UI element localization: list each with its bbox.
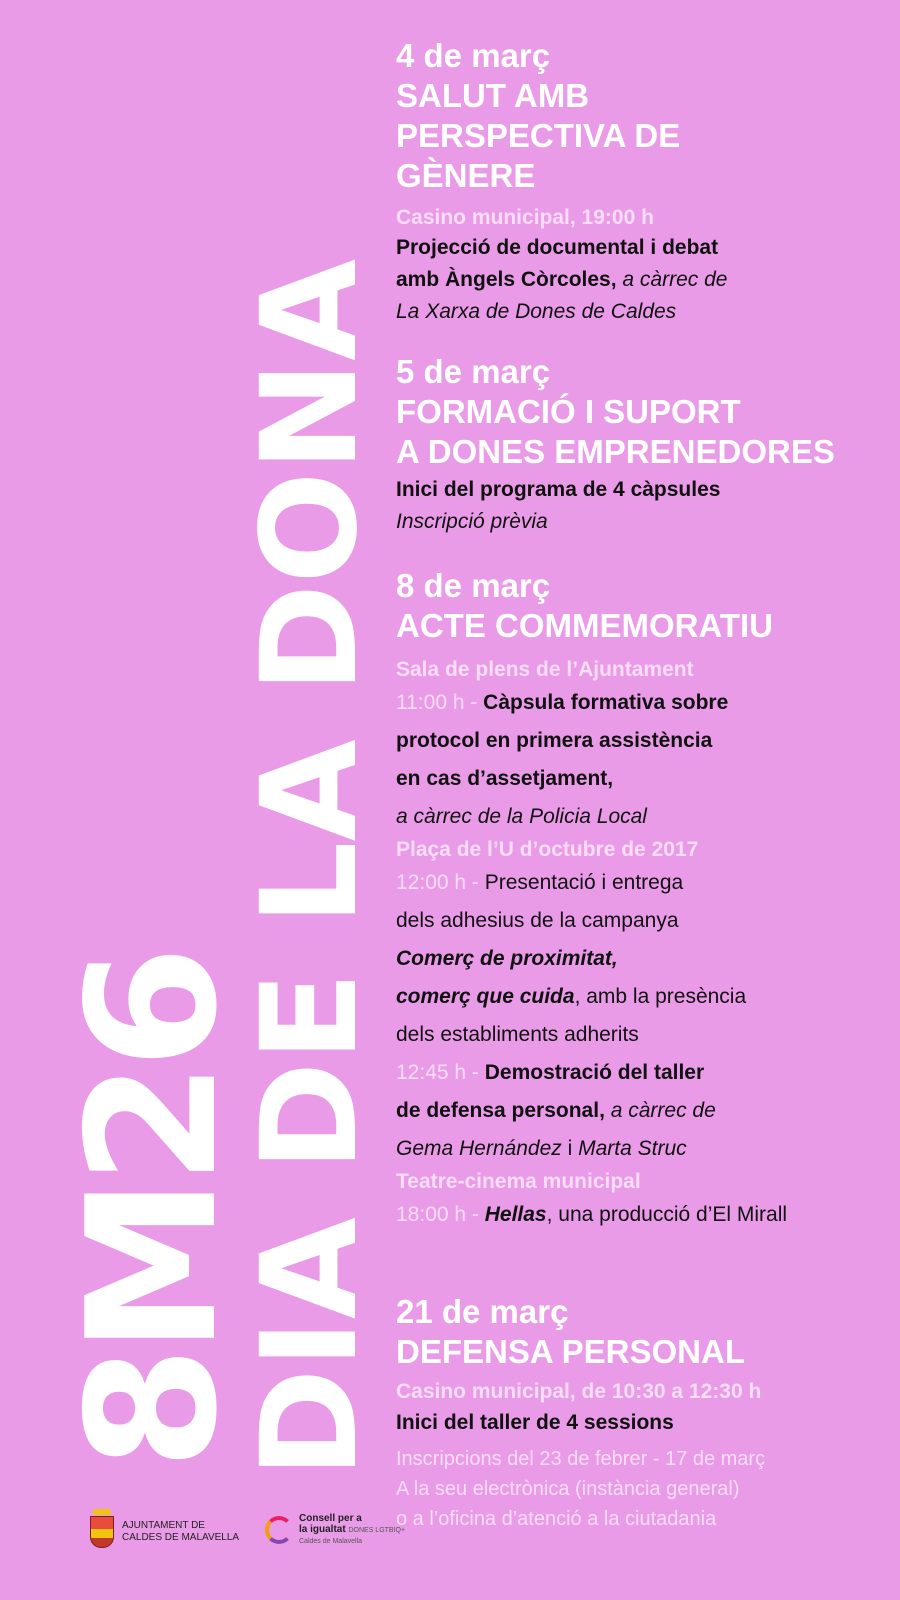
event-title-line: A DONES EMPRENEDORES bbox=[396, 433, 835, 470]
desc-bold: Inici del programa de 4 càpsules bbox=[396, 478, 721, 501]
desc-text: dels establiments adherits bbox=[396, 1023, 639, 1046]
title-8m26: 8M26 bbox=[49, 953, 256, 1470]
event-title-line: SALUT AMB bbox=[396, 77, 590, 114]
event-date: 8 de març bbox=[396, 567, 551, 604]
event-location: Casino municipal, de 10:30 a 12:30 h bbox=[396, 1380, 762, 1403]
desc-italic: a càrrec de bbox=[616, 268, 728, 291]
info-line: Inscripcions del 23 de febrer - 17 de març bbox=[396, 1448, 766, 1470]
logo-text-line: CALDES DE MALAVELLA bbox=[122, 1532, 240, 1543]
logo-text-line: Consell per a bbox=[299, 1513, 362, 1524]
event-time: 18:00 h - bbox=[396, 1203, 485, 1226]
event-date: 4 de març bbox=[396, 37, 551, 74]
desc-text: Presentació i entrega bbox=[484, 871, 684, 894]
logo-text-line: la igualtat bbox=[299, 1524, 346, 1535]
event-description bbox=[396, 1406, 896, 1440]
desc-bold-italic: Hellas bbox=[484, 1203, 547, 1226]
event-5-marc bbox=[396, 352, 896, 538]
event-item bbox=[396, 1054, 896, 1168]
event-4-marc bbox=[396, 36, 896, 328]
event-location: Sala de plens de l’Ajuntament bbox=[396, 658, 694, 681]
desc-bold: Projecció de documental i debat bbox=[396, 236, 719, 259]
desc-bold-italic: Comerç de proximitat, bbox=[396, 947, 618, 970]
ajuntament-logo bbox=[90, 1512, 239, 1552]
event-location: Casino municipal, 19:00 h bbox=[396, 206, 654, 229]
info-line: A la seu electrònica (instància general) bbox=[396, 1478, 740, 1500]
consell-igualtat-logo bbox=[265, 1510, 405, 1550]
event-date: 21 de març bbox=[396, 1293, 569, 1330]
event-date: 5 de març bbox=[396, 353, 551, 390]
desc-italic: La Xarxa de Dones de Caldes bbox=[396, 300, 677, 323]
event-title-line: ACTE COMMEMORATIU bbox=[396, 607, 774, 644]
desc-bold: en cas d’assetjament, bbox=[396, 767, 614, 790]
event-time: 12:00 h - bbox=[396, 871, 485, 894]
event-description bbox=[396, 232, 896, 328]
desc-text: dels adhesius de la campanya bbox=[396, 909, 679, 932]
desc-bold: Inici del taller de 4 sessions bbox=[396, 1411, 674, 1434]
desc-text: i bbox=[561, 1137, 579, 1160]
event-item bbox=[396, 684, 896, 836]
desc-italic: Marta Struc bbox=[578, 1137, 687, 1160]
event-time: 11:00 h - bbox=[396, 691, 484, 714]
event-title-line: FORMACIÓ I SUPORT bbox=[396, 393, 741, 430]
event-21-marc bbox=[396, 1292, 896, 1534]
desc-bold: de defensa personal, bbox=[396, 1099, 605, 1122]
logo-tag: DONES LGTBIQ+ bbox=[348, 1527, 406, 1534]
desc-italic: Inscripció prèvia bbox=[396, 510, 548, 533]
desc-bold: Demostració del taller bbox=[484, 1061, 705, 1084]
desc-text: , amb la presència bbox=[574, 985, 747, 1008]
consell-ring-icon bbox=[265, 1516, 293, 1544]
event-item bbox=[396, 1196, 896, 1234]
logo-subtext: Caldes de Malavella bbox=[299, 1538, 363, 1545]
desc-bold: Càpsula formativa sobre bbox=[483, 691, 729, 714]
info-line: o a l’oficina d’atenció a la ciutadania bbox=[396, 1508, 717, 1530]
logo-text-line: AJUNTAMENT DE bbox=[122, 1520, 205, 1531]
event-location: Plaça de l’U d’octubre de 2017 bbox=[396, 838, 699, 861]
event-item bbox=[396, 864, 896, 1054]
desc-bold: amb Àngels Còrcoles, bbox=[396, 268, 617, 291]
event-8-marc bbox=[396, 566, 896, 1234]
event-time: 12:45 h - bbox=[396, 1061, 485, 1084]
desc-italic: a càrrec de bbox=[604, 1099, 716, 1122]
desc-bold-italic: comerç que cuida bbox=[396, 985, 575, 1008]
event-title-line: GÈNERE bbox=[396, 157, 536, 194]
title-dia-de-la-dona: DIA DE LA DONA bbox=[233, 258, 387, 1478]
event-title-line: DEFENSA PERSONAL bbox=[396, 1333, 745, 1370]
event-description bbox=[396, 474, 896, 538]
desc-text: , una producció d’El Mirall bbox=[546, 1203, 788, 1226]
coat-of-arms-icon bbox=[90, 1516, 114, 1548]
desc-bold: protocol en primera assistència bbox=[396, 729, 713, 752]
desc-italic: a càrrec de la Policia Local bbox=[396, 805, 647, 828]
event-title-line: PERSPECTIVA DE bbox=[396, 117, 681, 154]
desc-italic: Gema Hernández bbox=[396, 1137, 562, 1160]
event-location: Teatre-cinema municipal bbox=[396, 1170, 641, 1193]
